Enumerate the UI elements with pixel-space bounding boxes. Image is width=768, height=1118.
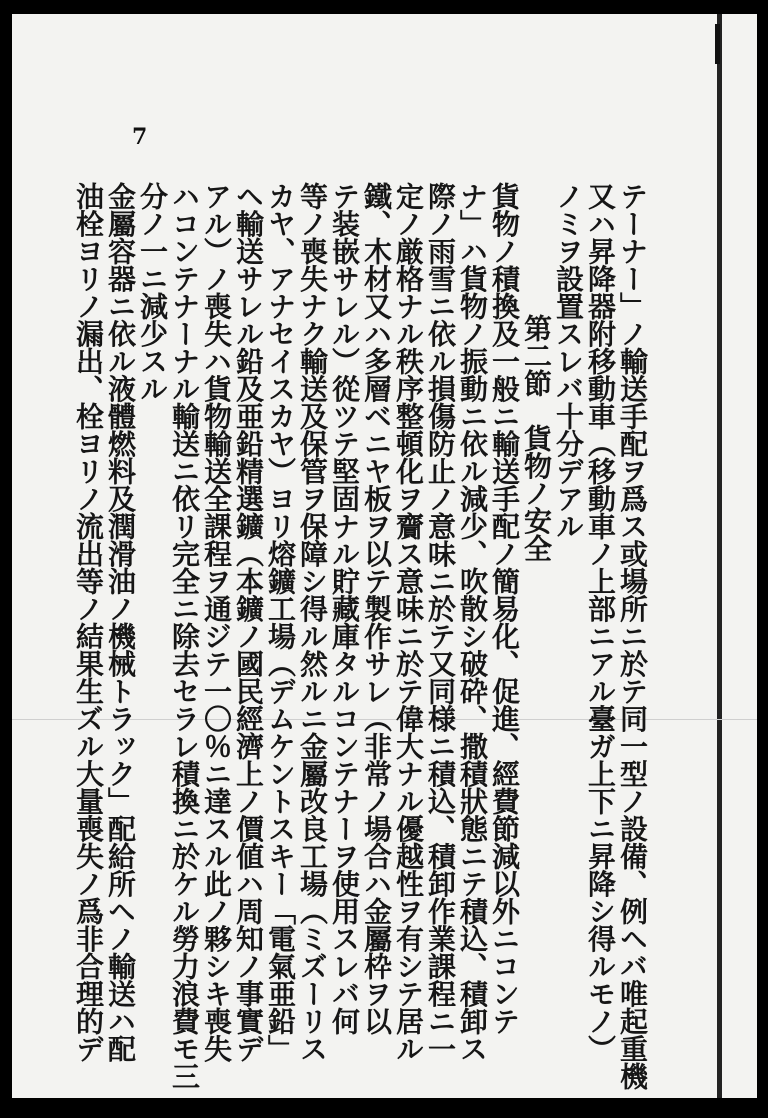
- text-column: 定ノ厳格ナル秩序整頓化ヲ齎ス意味ニ於テ偉大ナル優越性ヲ有シテ居ル: [392, 182, 425, 1062]
- text-column: 等ノ喪失ナク輸送及保管ヲ保障シ得ル然ルニ金屬改良工場（ミズーリス: [296, 182, 329, 1062]
- text-column: 鐵、木材又ハ多層ベニヤ板ヲ以テ製作サレ（非常ノ場合ハ金屬枠ヲ以: [360, 182, 393, 1035]
- section-heading: 第二節 貨物ノ安全: [520, 314, 553, 562]
- text-column: ハコンテナーナル輸送ニ依リ完全ニ除去セラレ積換ニ於ケル勞力浪費モ三: [168, 182, 201, 1090]
- text-column: 又ハ昇降器附移動車（移動車ノ上部ニアル臺ガ上下ニ昇降シ得ルモノ）: [584, 182, 617, 1062]
- binding-strip: [717, 14, 722, 1098]
- text-column: ナ」ハ貨物ノ振動ニ依ル減少、吹散シ破砕、撒積狀態ニテ積込、積卸ス: [456, 182, 489, 1062]
- text-column: カヤ、アナセイスカヤ）ヨリ熔鑛工場（デムケントスキー「電氣亜鉛」: [264, 182, 297, 1062]
- text-column: 貨物ノ積換及一般ニ輸送手配ノ簡易化、促進、經費節減以外ニコンテ: [488, 182, 521, 1035]
- text-column: 金屬容器ニ依ル液體燃料及潤滑油ノ機械トラック」配給所ヘノ輸送ハ配: [104, 182, 137, 1062]
- document-page: [12, 14, 757, 1098]
- text-column: 油栓ヨリノ漏出、栓ヨリノ流出等ノ結果生ズル大量喪失ノ爲非合理的デ: [72, 182, 105, 1062]
- binding-mark: [715, 24, 720, 64]
- text-column: テーナー」ノ輸送手配ヲ爲ス或場所ニ於テ同一型ノ設備、例ヘバ唯起重機: [616, 182, 649, 1090]
- text-column: ノミヲ設置スレバ十分デアル: [552, 182, 585, 540]
- text-column: 際ノ雨雪ニ依ル損傷防止ノ意味ニ於テ又同様ニ積込、積卸作業課程ニ一: [424, 182, 457, 1062]
- text-column: アル）ノ喪失ハ貨物輸送全課程ヲ通ジテ一〇％ニ達スル此ノ夥シキ喪失: [200, 182, 233, 1062]
- text-column: 分ノ一ニ減少スル: [136, 182, 169, 402]
- text-column: テ装嵌サレル）從ツテ堅固ナル貯藏庫タルコンテナーヲ使用スレバ何: [328, 182, 361, 1035]
- page-number: 7: [132, 124, 148, 150]
- text-column: ヘ輸送サレル鉛及亜鉛精選鑛（本鑛ノ國民經濟上ノ價値ハ周知ノ事實デ: [232, 182, 265, 1062]
